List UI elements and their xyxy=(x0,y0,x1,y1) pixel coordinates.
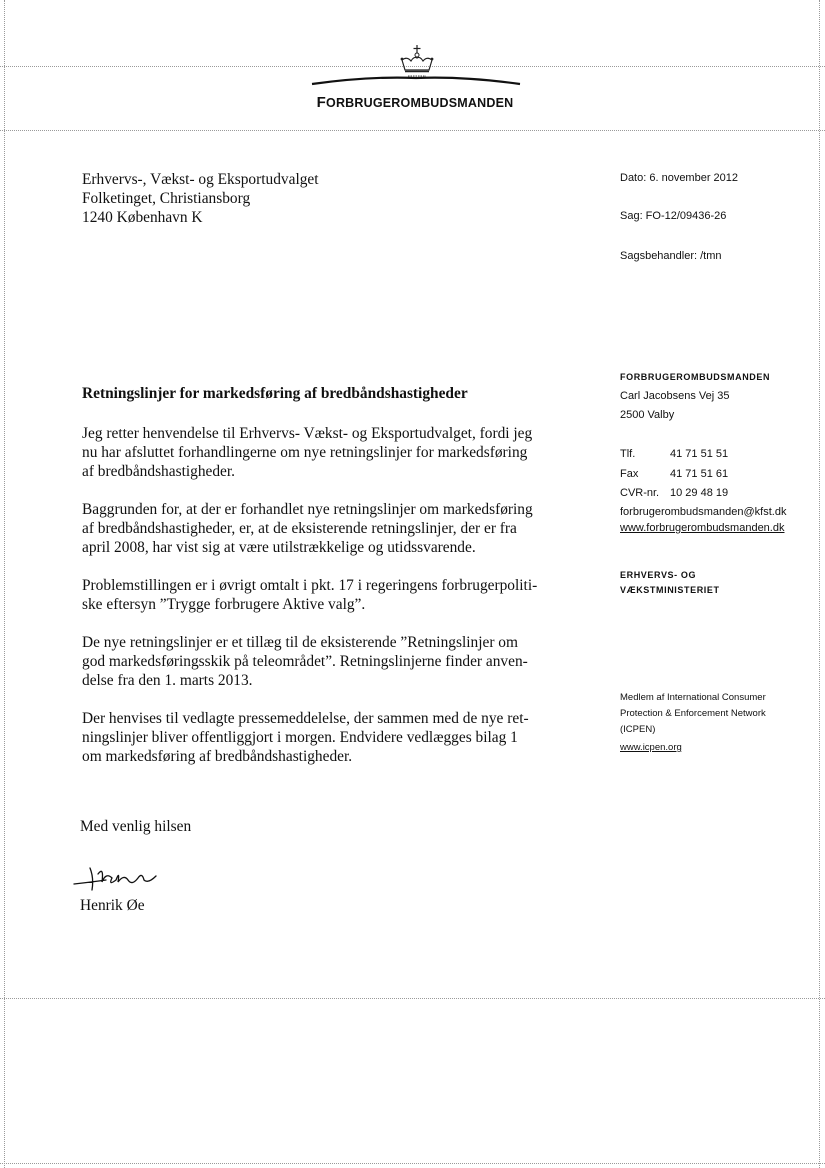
body-paragraph xyxy=(82,576,572,614)
body-line: delse fra den 1. marts 2013. xyxy=(82,672,253,689)
body-line: april 2008, har vist sig at være utilstrækkelige og utidssvarende. xyxy=(82,539,476,556)
phone-number: 41 71 51 51 xyxy=(670,448,729,460)
recipient-line: Erhvervs-, Vækst- og Eksportudvalget xyxy=(82,171,319,188)
body-line: om markedsføring af bredbåndshastigheder. xyxy=(82,748,353,765)
icpen-line: Medlem af International Consumer xyxy=(620,692,766,703)
cvr-line xyxy=(620,484,728,503)
body-line: af bredbåndshastigheder, er, at de eksisterende retningslinjer, der er fra xyxy=(82,520,517,537)
page-guide-right xyxy=(819,0,820,1168)
signer-name: Henrik Øe xyxy=(80,897,145,914)
body-paragraph xyxy=(82,500,572,557)
address-street: Carl Jacobsens Vej 35 xyxy=(620,390,730,402)
fax-line xyxy=(620,465,728,484)
cvr-label: CVR-nr. xyxy=(620,487,660,499)
org-name: FORBRUGEROMBUDSMANDEN xyxy=(620,372,771,382)
body-line: nu har afsluttet forhandlingerne om nye retningslinjer for markedsføring xyxy=(82,444,528,461)
body-line: god markedsføringsskik på teleområdet”. Retningslinjerne finder anven- xyxy=(82,653,528,670)
page-guide-bottom xyxy=(0,1163,825,1164)
body-paragraph xyxy=(82,709,572,766)
brand-wordmark: FORBRUGEROMBUDSMANDEN xyxy=(316,94,514,111)
phone-label: Tlf. xyxy=(620,448,636,460)
phone-line xyxy=(620,445,728,464)
fax-label: Fax xyxy=(620,468,639,480)
letter-subject: Retningslinjer for markedsføring af bredbåndshastigheder xyxy=(82,385,468,402)
email-link[interactable]: forbrugerombudsmanden@kfst.dk xyxy=(620,506,787,518)
case-handler: Sagsbehandler: /tmn xyxy=(620,250,722,262)
recipient-line: Folketinget, Christiansborg xyxy=(82,190,251,207)
handwritten-signature xyxy=(72,860,162,900)
body-paragraph xyxy=(82,633,572,690)
website-link[interactable]: www.forbrugerombudsmanden.dk xyxy=(620,522,785,534)
closing-greeting: Med venlig hilsen xyxy=(80,818,192,835)
fax-number: 41 71 51 61 xyxy=(670,468,729,480)
body-line: ningslinjer bliver offentliggjort i morgen. Endvidere vedlægges bilag 1 xyxy=(82,729,518,746)
body-line: af bredbåndshastigheder. xyxy=(82,463,235,480)
page-guide-left xyxy=(4,0,5,1168)
icpen-link[interactable]: www.icpen.org xyxy=(620,742,682,753)
icpen-line: Protection & Enforcement Network xyxy=(620,708,766,719)
body-line: Der henvises til vedlagte pressemeddelelse, der sammen med de nye ret- xyxy=(82,710,529,727)
body-line: Problemstillingen er i øvrigt omtalt i pkt. 17 i regeringens forbrugerpoliti- xyxy=(82,577,538,594)
ministry-line: VÆKSTMINISTERIET xyxy=(620,585,720,595)
date-line: Dato: 6. november 2012 xyxy=(620,172,739,184)
recipient-address xyxy=(82,170,319,227)
page-guide-upper xyxy=(0,130,825,131)
address-city: 2500 Valby xyxy=(620,409,675,421)
header-swoosh-line xyxy=(310,72,522,92)
icpen-line: (ICPEN) xyxy=(620,724,656,735)
body-line: ske eftersyn ”Trygge forbrugere Aktive valg”. xyxy=(82,596,366,613)
body-line: Baggrunden for, at der er forhandlet nye retningslinjer om markedsføring xyxy=(82,501,533,518)
body-line: Jeg retter henvendelse til Erhvervs- Vækst- og Eksportudvalget, fordi jeg xyxy=(82,425,533,442)
body-paragraph xyxy=(82,424,572,481)
page-guide-lower xyxy=(0,998,825,999)
case-number: Sag: FO-12/09436-26 xyxy=(620,210,727,222)
recipient-line: 1240 København K xyxy=(82,209,203,226)
cvr-number: 10 29 48 19 xyxy=(670,487,729,499)
ministry-line: ERHVERVS- OG xyxy=(620,570,697,580)
body-line: De nye retningslinjer er et tillæg til de eksisterende ”Retningslinjer om xyxy=(82,634,518,651)
